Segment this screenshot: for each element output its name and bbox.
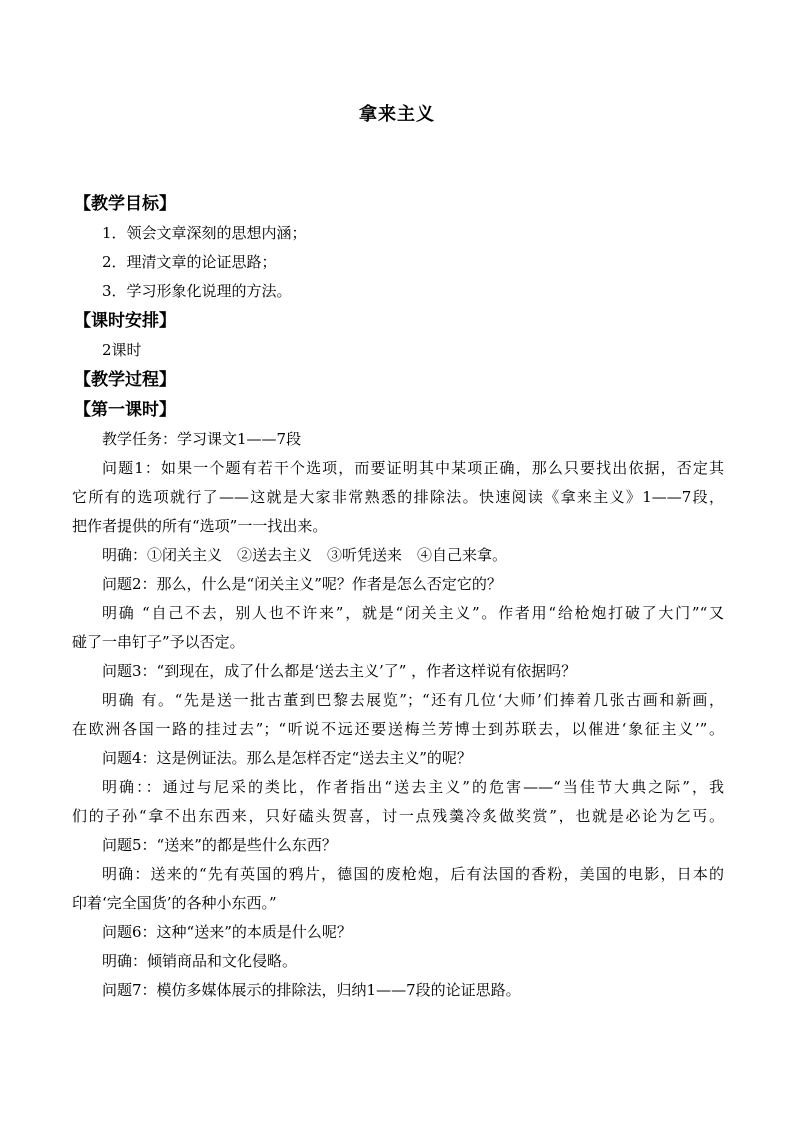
paragraph-line: 印着‘完全国货’的各种小东西。” [72, 894, 277, 912]
paragraph-line: 明确 “自己不去，别人也不许来”，就是“闭关主义”。作者用“给枪炮打破了大门”“又 [102, 604, 724, 622]
paragraph-line: 们的子孙“拿不出东西来，只好磕头贺喜，讨一点残羹冷炙做奖赏”，也就是必论为乞丐。 [72, 807, 724, 825]
heading-teaching-process: 【教学过程】 [74, 370, 176, 390]
schedule-text: 2课时 [102, 341, 142, 359]
heading-teaching-goals: 【教学目标】 [74, 194, 176, 214]
paragraph-line: 把作者提供的所有“选项”一一找出来。 [72, 517, 328, 535]
paragraph-line: 明确 有。“先是送一批古董到巴黎去展览”；“还有几位‘大师’们捧着几张古画和新画， [102, 691, 724, 709]
paragraph-line: 教学任务：学习课文1——7段 [102, 430, 302, 448]
paragraph-line: 它所有的选项就行了——这就是大家非常熟悉的排除法。快速阅读《拿来主义》1——7段， [72, 488, 724, 506]
paragraph-line: 碰了一串钉子”予以否定。 [72, 633, 245, 651]
paragraph-line: 在欧洲各国一路的挂过去”；“听说不远还要送梅兰芳博士到苏联去，以催进‘象征主义’”。 [72, 720, 724, 738]
heading-lesson-schedule: 【课时安排】 [74, 311, 176, 331]
document-body [72, 189, 724, 1005]
paragraph-line: 问题4：这是例证法。那么是怎样否定“送去主义”的呢？ [102, 749, 472, 767]
paragraph-line: 问题1：如果一个题有若干个选项，而要证明其中某项正确，那么只要找出依据，否定其 [102, 459, 724, 477]
heading-first-lesson: 【第一课时】 [74, 400, 176, 420]
goal-item: 2．理清文章的论证思路； [102, 253, 277, 271]
paragraph-line: 明确：①闭关主义 ②送去主义 ③听凭送来 ④自己来拿。 [102, 546, 508, 564]
paragraph-line: 问题5：“送来”的都是些什么东西？ [102, 836, 337, 854]
paragraph-line: 问题2：那么，什么是“闭关主义”呢？作者是怎么否定它的？ [102, 575, 502, 593]
document-title: 拿来主义 [359, 104, 435, 125]
paragraph-line: 问题3：“到现在，成了什么都是‘送去主义’了” ，作者这样说有依据吗？ [102, 662, 577, 680]
paragraph-line: 问题6：这种“送来”的本质是什么呢？ [102, 923, 352, 941]
paragraph-line: 问题7：模仿多媒体展示的排除法，归纳1——7段的论证思路。 [102, 981, 521, 999]
goal-item: 3．学习形象化说理的方法。 [102, 282, 292, 300]
paragraph-line: 明确：送来的“先有英国的鸦片，德国的废枪炮，后有法国的香粉，美国的电影，日本的 [102, 865, 724, 883]
paragraph-line: 明确：倾销商品和文化侵略。 [102, 952, 298, 970]
goal-item: 1．领会文章深刻的思想内涵； [102, 224, 307, 242]
paragraph-line: 明确：：通过与尼采的类比，作者指出“送去主义”的危害——“当佳节大典之际”，我 [102, 778, 724, 796]
